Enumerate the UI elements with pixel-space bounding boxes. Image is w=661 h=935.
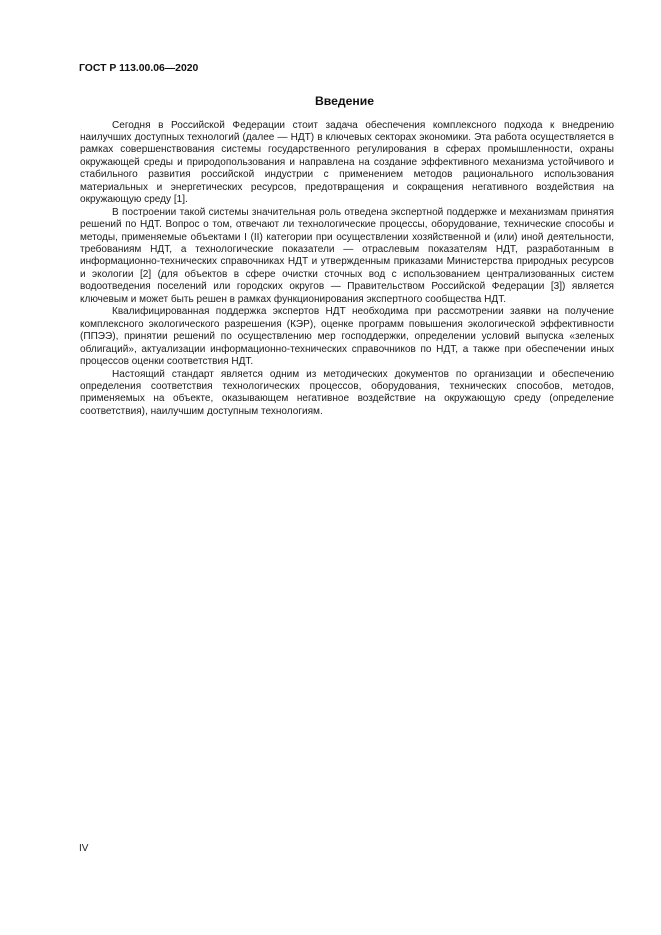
paragraph: Сегодня в Российской Федерации стоит задача обеспечения комплексного подхода к внедрению наилучших доступных технологий (далее — НДТ) в ключевых секторах экономики. Эта работа осуществляется в рамках совершенствования системы государственного регулирования в сферах промышленности, охраны окружающей среды и природопользования и направлена на создание эффективного механизма устойчивого и стабильного развития российской индустрии с применением методов рационального использования материальных и энергетических ресурсов, предотвращения и сокращения негативного воздействия на окружающую среду [1].	[80, 119, 614, 206]
page-number: IV	[79, 843, 89, 854]
body-text	[80, 120, 614, 419]
paragraph: Квалифицированная поддержка экспертов НДТ необходима при рассмотрении заявки на получение комплексного экологического разрешения (КЭР), оценке программ повышения экологической эффективности (ППЭЭ), принятии решений по осуществлению мер господдержки, определении условий выпуска «зеленых облигаций», актуализации информационно-технических справочников по НДТ, а также при обеспечении иных процессов оценки соответствия НДТ.	[80, 306, 614, 368]
document-code-header: ГОСТ Р 113.00.06—2020	[79, 63, 199, 74]
paragraph: В построении такой системы значительная роль отведена экспертной поддержке и механизмам принятия решений по НДТ. Вопрос о том, отвечают ли технологические процессы, оборудование, технические способы и методы, применяемые объектами I (II) категории при осуществлении хозяйственной и (или) иной деятельности, требованиям НДТ, а технологические показатели — отраслевым показателям НДТ, разработанным в информационно-технических справочниках НДТ и утвержденным приказами Министерства природных ресурсов и экологии [2] (для объектов в сфере очистки сточных вод с использованием централизованных систем водоотведения поселений или городских округов — Правительством Российской Федерации [3]) является ключевым и может быть решен в рамках функционирования экспертного сообщества НДТ.	[80, 206, 614, 305]
paragraph: Настоящий стандарт является одним из методических документов по организации и обеспечению определения соответствия технологических процессов, оборудования, технических способов, методов, применяемых на объекте, оказывающем негативное воздействие на окружающую среду (определение соответствия), наилучшим доступным технологиям.	[80, 368, 614, 417]
section-title: Введение	[314, 94, 375, 108]
